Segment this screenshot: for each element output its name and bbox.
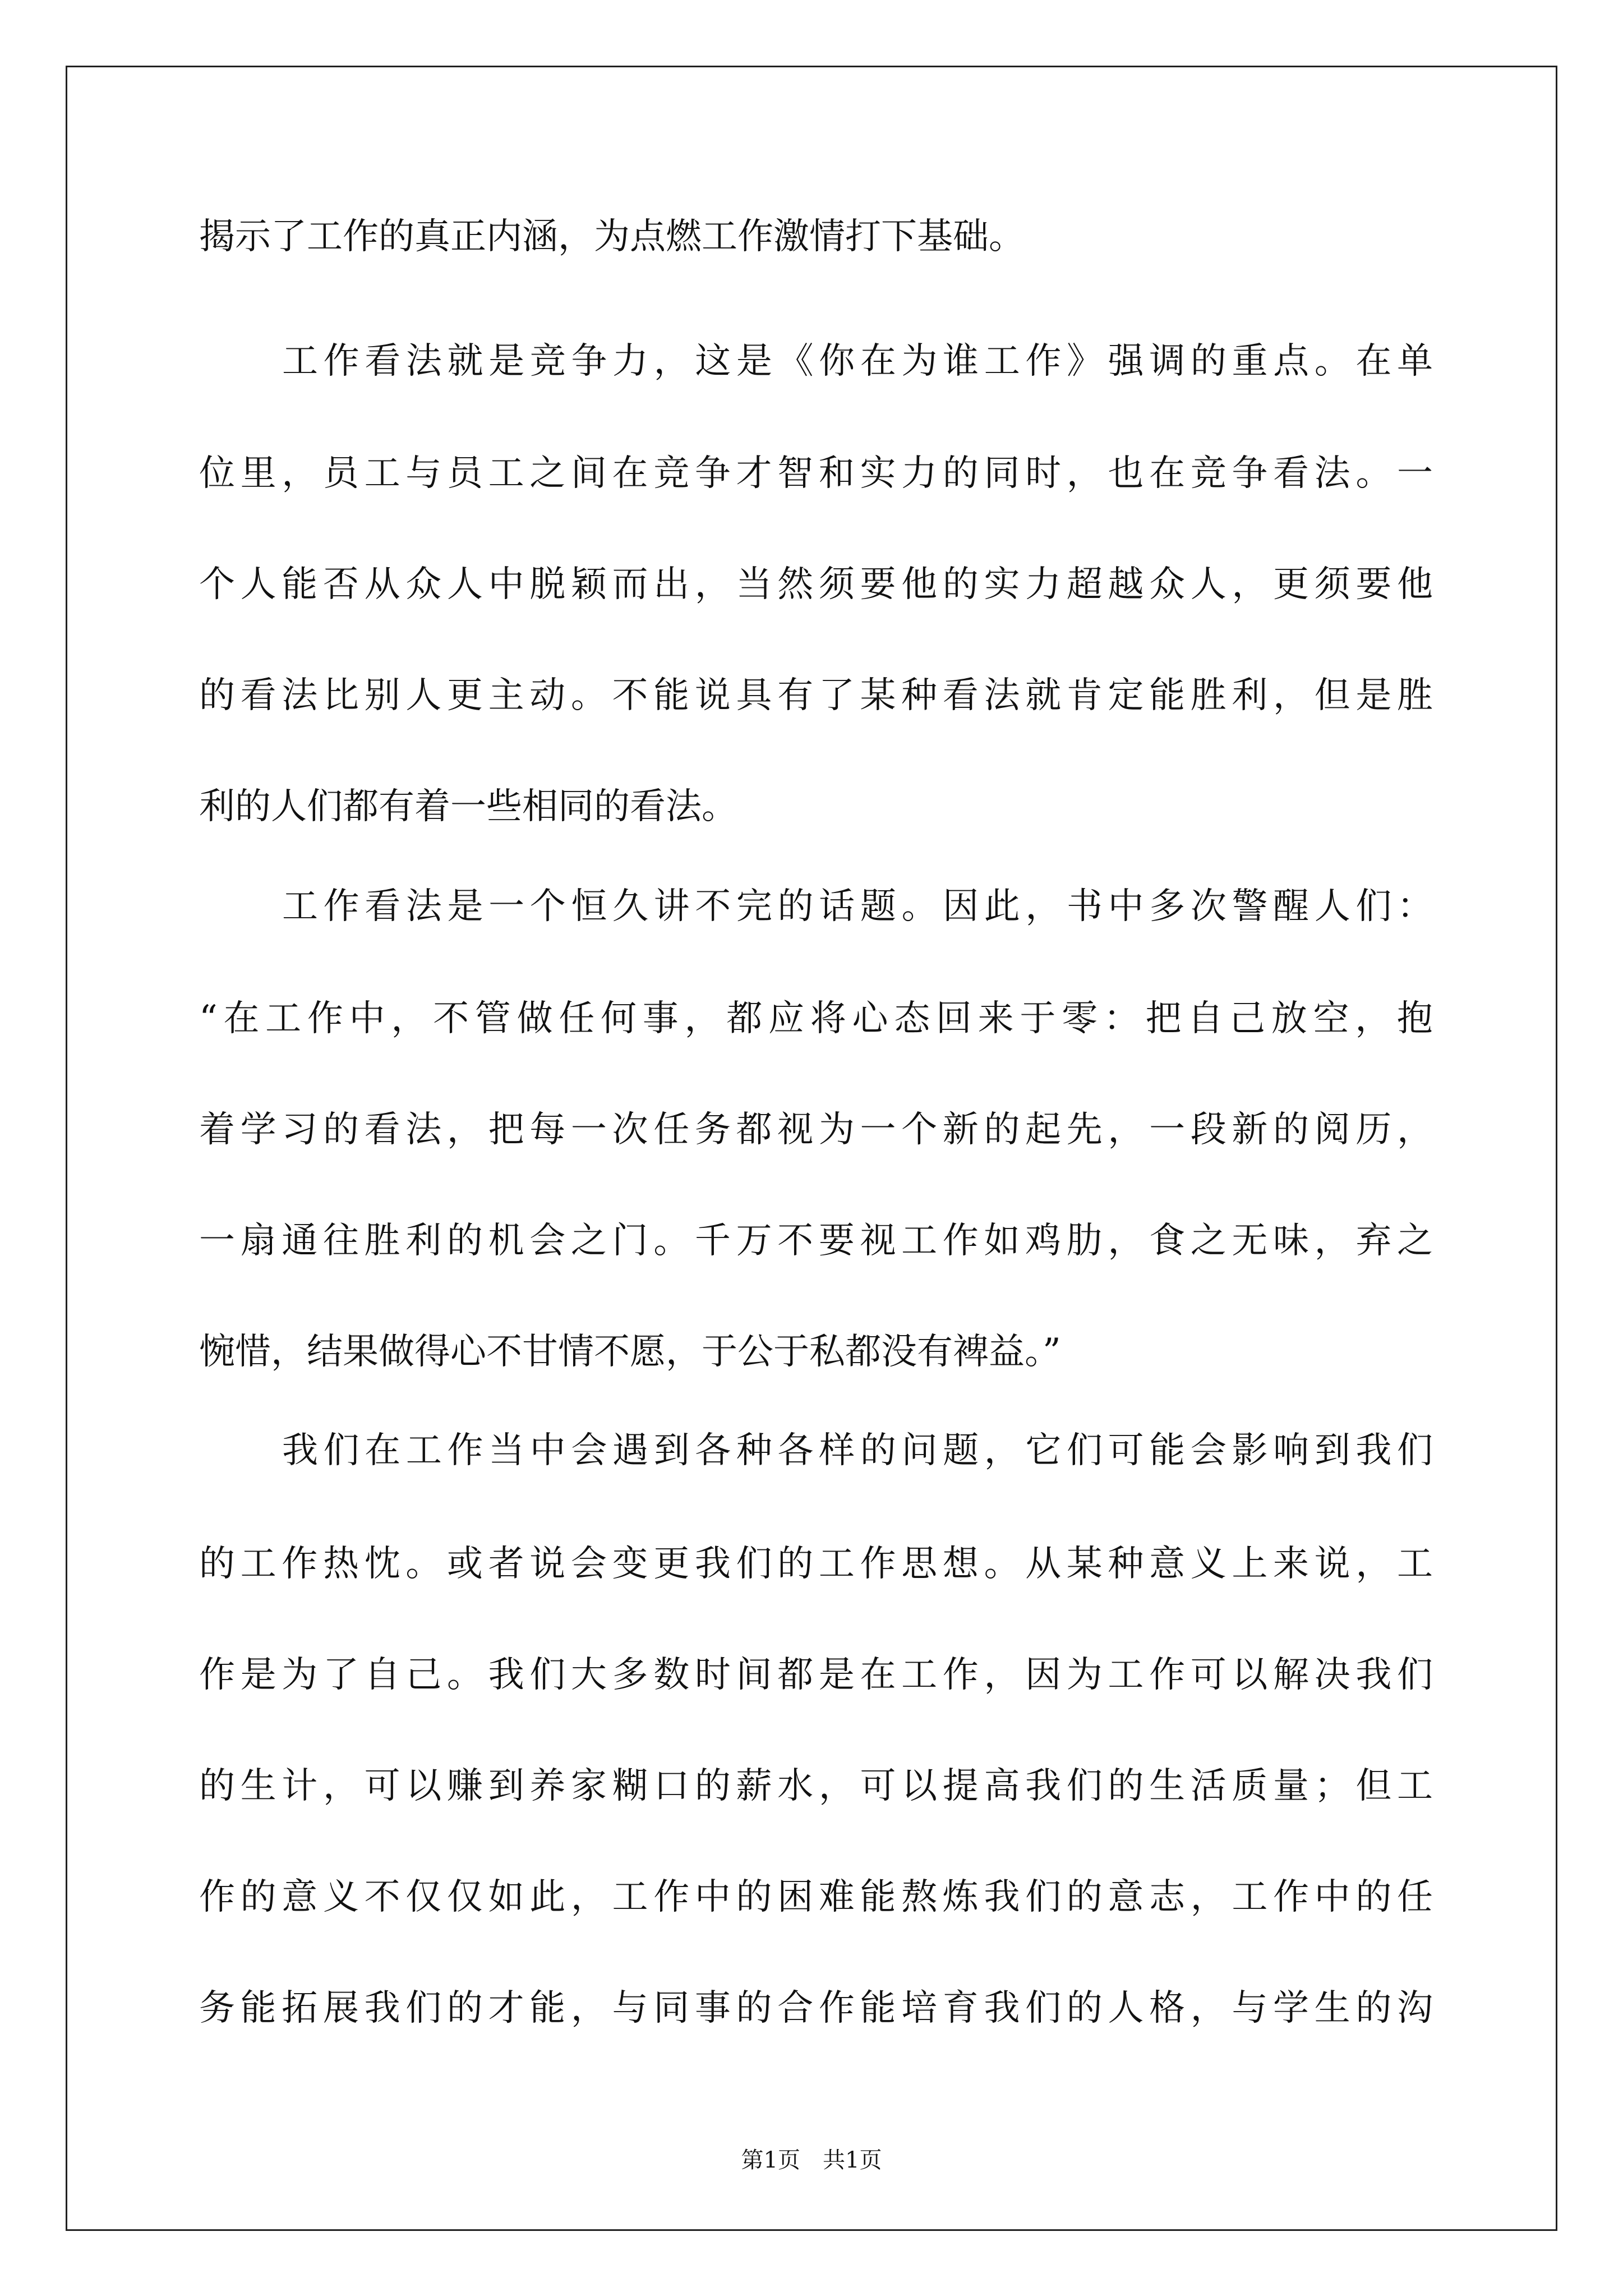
text-line: 作是为了自己。我们大多数时间都是在工作，因为工作可以解决我们 [199, 1654, 1433, 1696]
text-line: 作的意义不仅仅如此，工作中的困难能熬炼我们的意志，工作中的任 [199, 1876, 1433, 1918]
text-line: 一扇通往胜利的机会之门。千万不要视工作如鸡肋，食之无味，弃之 [199, 1220, 1433, 1262]
text-line: 的看法比别人更主动。不能说具有了某种看法就肯定能胜利，但是胜 [199, 675, 1433, 716]
text-line: 务能拓展我们的才能，与同事的合作能培育我们的人格，与学生的沟 [199, 1987, 1433, 2029]
text-line: 利的人们都有着一些相同的看法。 [199, 786, 737, 827]
text-line: “在工作中，不管做任何事，都应将心态回来于零：把自己放空，抱 [199, 998, 1433, 1039]
text-line: 惋惜，结果做得心不甘情不愿，于公于私都没有裨益。” [199, 1331, 1061, 1373]
text-line: 的生计，可以赚到养家糊口的薪水，可以提高我们的生活质量；但工 [199, 1765, 1433, 1807]
text-line: 工作看法就是竞争力，这是《你在为谁工作》强调的重点。在单 [282, 341, 1433, 382]
text-line: 揭示了工作的真正内涵，为点燃工作激情打下基础。 [199, 216, 1025, 257]
text-line: 位里，员工与员工之间在竞争才智和实力的同时，也在竞争看法。一 [199, 453, 1433, 494]
text-line: 个人能否从众人中脱颖而出，当然须要他的实力超越众人，更须要他 [199, 564, 1433, 605]
text-line: 的工作热忱。或者说会变更我们的工作思想。从某种意义上来说，工 [199, 1543, 1433, 1585]
page-number-footer: 第1页 共1页 [741, 2147, 882, 2173]
text-line: 我们在工作当中会遇到各种各样的问题，它们可能会影响到我们 [282, 1430, 1433, 1471]
text-line: 工作看法是一个恒久讲不完的话题。因此，书中多次警醒人们： [282, 886, 1433, 927]
text-line: 着学习的看法，把每一次任务都视为一个新的起先，一段新的阅历， [199, 1109, 1433, 1151]
